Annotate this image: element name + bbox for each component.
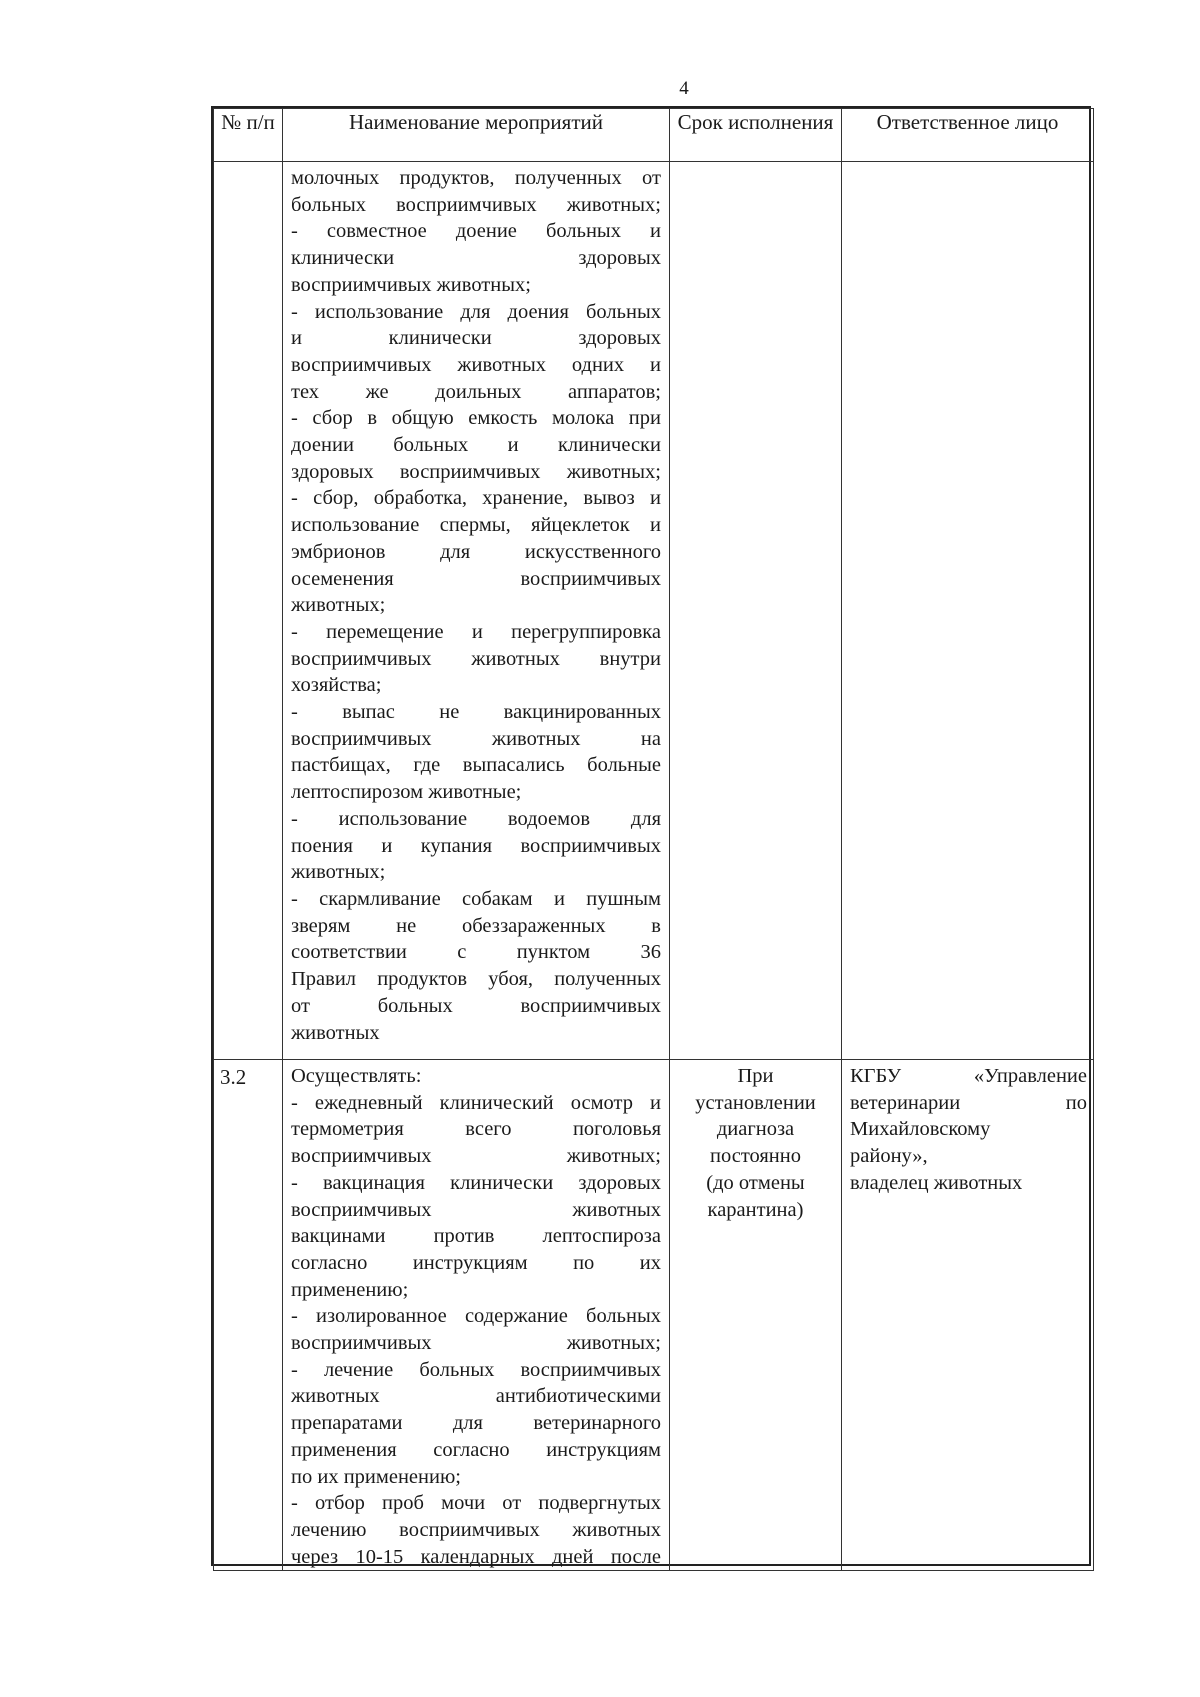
text-line: - лечение больных восприимчивых bbox=[291, 1358, 661, 1381]
text-line: применения согласно инструкциям bbox=[291, 1438, 661, 1461]
text-line: - скармливание собакам и пушным bbox=[291, 887, 661, 910]
text-line: восприимчивых животных; bbox=[291, 1145, 661, 1168]
text-line: - сбор в общую емкость молока при bbox=[291, 407, 661, 430]
text-line: Михайловскому bbox=[850, 1118, 991, 1141]
text-line: - изолированное содержание больных bbox=[291, 1305, 661, 1328]
text-line: - сбор, обработка, хранение, вывоз и bbox=[291, 487, 661, 510]
measures-table bbox=[211, 106, 1091, 1566]
table-row bbox=[214, 1060, 1094, 1571]
text-line: использование спермы, яйцеклеток и bbox=[291, 514, 661, 537]
text-line: больных восприимчивых животных; bbox=[291, 193, 661, 216]
text-line: осеменения восприимчивых bbox=[291, 567, 661, 590]
text-line: владелец животных bbox=[850, 1171, 1023, 1194]
text-line: применению; bbox=[291, 1278, 409, 1301]
text-line: - ежедневный клинический осмотр и bbox=[291, 1091, 661, 1114]
text-line: карантина) bbox=[707, 1198, 804, 1221]
text-line: животных; bbox=[291, 861, 386, 884]
row2-term-cell bbox=[670, 1060, 842, 1571]
text-line: эмбрионов для искусственного bbox=[291, 540, 661, 563]
text-line: от больных восприимчивых bbox=[291, 994, 661, 1017]
text-line: восприимчивых животных bbox=[291, 1198, 661, 1221]
text-line: молочных продуктов, полученных от bbox=[291, 167, 661, 189]
text-line: (до отмены bbox=[706, 1171, 805, 1194]
text-line: лептоспирозом животные; bbox=[291, 781, 522, 804]
text-line: зверям не обеззараженных в bbox=[291, 914, 661, 937]
text-line: через 10-15 календарных дней после bbox=[291, 1545, 661, 1568]
text-line: восприимчивых животных внутри bbox=[291, 647, 661, 670]
text-line: препаратами для ветеринарного bbox=[291, 1412, 661, 1435]
text-line: лечению восприимчивых животных bbox=[291, 1518, 661, 1541]
text-line: - выпас не вакцинированных bbox=[291, 701, 661, 724]
text-line: восприимчивых животных; bbox=[291, 273, 531, 296]
text-line: здоровых восприимчивых животных; bbox=[291, 460, 661, 483]
text-line: хозяйства; bbox=[291, 674, 382, 697]
header-name: Наименование мероприятий bbox=[283, 109, 670, 162]
text-line: - использование для доения больных bbox=[291, 300, 661, 323]
text-line: восприимчивых животных одних и bbox=[291, 353, 661, 376]
row1-responsible-cell bbox=[842, 162, 1094, 1060]
text-line: При bbox=[737, 1065, 774, 1087]
table-header-row bbox=[214, 109, 1094, 162]
header-num: № п/п bbox=[214, 109, 283, 162]
table-row bbox=[214, 162, 1094, 1060]
row2-responsible-cell bbox=[842, 1060, 1094, 1571]
text-line: согласно инструкциям по их bbox=[291, 1251, 661, 1274]
text-line: и клинически здоровых bbox=[291, 327, 661, 350]
text-line: животных; bbox=[291, 594, 386, 617]
text-line: диагноза bbox=[716, 1118, 795, 1141]
text-line: клинически здоровых bbox=[291, 247, 661, 270]
row2-measures-cell bbox=[283, 1060, 670, 1571]
text-line: постоянно bbox=[710, 1145, 801, 1168]
text-line: - перемещение и перегруппировка bbox=[291, 620, 661, 643]
header-responsible: Ответственное лицо bbox=[842, 109, 1094, 162]
page-number: 4 bbox=[679, 78, 689, 99]
text-line: Правил продуктов убоя, полученных bbox=[291, 968, 661, 991]
text-line: Осуществлять: bbox=[291, 1065, 422, 1087]
row2-num: 3.2 bbox=[214, 1060, 283, 1571]
header-term: Срок исполнения bbox=[670, 109, 842, 162]
row1-num-cell bbox=[214, 162, 283, 1060]
text-line: доении больных и клинически bbox=[291, 434, 661, 457]
text-line: пастбищах, где выпасались больные bbox=[291, 754, 661, 777]
text-line: - отбор проб мочи от подвергнутых bbox=[291, 1492, 661, 1515]
text-line: по их применению; bbox=[291, 1465, 461, 1488]
text-line: - совместное доение больных и bbox=[291, 220, 661, 243]
row1-measures-cell bbox=[283, 162, 670, 1060]
text-line: восприимчивых животных на bbox=[291, 727, 661, 750]
text-line: восприимчивых животных; bbox=[291, 1332, 661, 1355]
text-line: животных антибиотическими bbox=[291, 1385, 661, 1408]
text-line: поения и купания восприимчивых bbox=[291, 834, 661, 857]
text-line: соответствии с пунктом 36 bbox=[291, 941, 661, 964]
text-line: тех же доильных аппаратов; bbox=[291, 380, 661, 403]
text-line: КГБУ «Управление bbox=[850, 1065, 1087, 1087]
text-line: термометрия всего поголовья bbox=[291, 1118, 661, 1141]
text-line: - вакцинация клинически здоровых bbox=[291, 1171, 661, 1194]
text-line: животных bbox=[291, 1021, 380, 1044]
row1-term-cell bbox=[670, 162, 842, 1060]
text-line: установлении bbox=[695, 1091, 816, 1114]
text-line: - использование водоемов для bbox=[291, 807, 661, 830]
text-line: ветеринарии по bbox=[850, 1091, 1087, 1114]
text-line: району», bbox=[850, 1145, 928, 1168]
text-line: вакцинами против лептоспироза bbox=[291, 1225, 661, 1248]
